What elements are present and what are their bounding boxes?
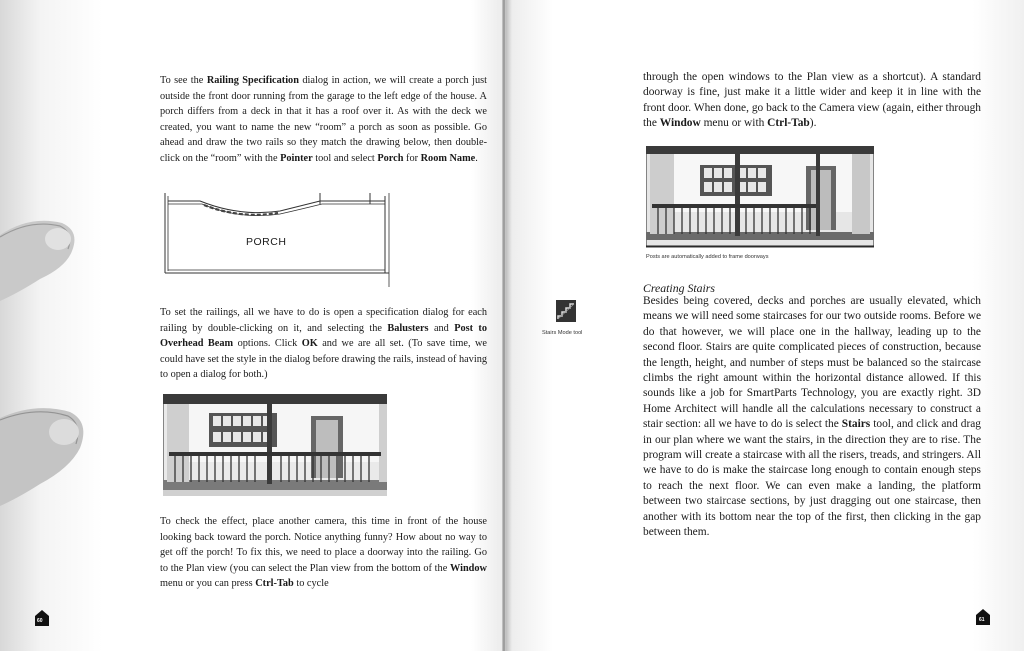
bold-term: Ctrl-Tab: [767, 117, 810, 130]
doorway-figure-caption: Posts are automatically added to frame doorways: [646, 254, 769, 260]
text-run: tool, and click and drag in our plan where we want the stairs, in the direction they are to rise. The program will create a staircase with all the risers, treads, and stringers. All we have to do is make the staircase long enough to contain enough steps to reach the next floor. We can even make a landing, the platform between two staircase sections, by just dragging out one staircase, then another with its bottom near the top of the first, then clicking in the gap between them.: [643, 418, 981, 539]
bold-term: Porch: [377, 152, 404, 164]
book-gutter: [502, 0, 506, 651]
text-run: ).: [809, 117, 817, 130]
text-run: for: [403, 152, 421, 164]
bold-term: OK: [301, 338, 318, 350]
bold-term: Ctrl-Tab: [255, 578, 294, 590]
left-paragraph-3: [160, 514, 487, 592]
text-run: and: [428, 322, 455, 334]
bold-term: Post to Overhead Beam: [160, 322, 488, 350]
section-heading: Creating Stairs: [643, 281, 715, 295]
text-run: and we are all set. (To save time, we could have set the style in the dialog before drawing the rails, instead of having to open a dialog for both.): [160, 338, 487, 381]
text-run: menu or you can press: [160, 578, 256, 590]
porch-label: PORCH: [246, 236, 287, 248]
text-run: through the open windows to the Plan view as a shortcut). A standard doorway is fine, just make it a little wider and keep it in line with the front door. When done, go back to the Camera view (again, either through the: [643, 71, 981, 130]
left-paragraph-2: [160, 305, 487, 383]
stairs-mode-tool-caption: Stairs Mode tool: [542, 330, 583, 336]
left-page-number: 60: [37, 618, 43, 624]
left-paragraph-1: [160, 73, 487, 167]
bold-term: Balusters: [387, 322, 429, 334]
doorway-render-figure: [646, 146, 874, 248]
bold-term: Stairs: [841, 418, 871, 431]
text-run: Besides being covered, decks and porches are usually elevated, which means we will need some staircases for our two outside rooms. Before we do that however, we will place one in the hallway, leading up to the second floor. Stairs are quite complicated pieces of construction, because the length, height, and number of steps must be balanced so the staircase climbs the right amount within the horizontal distance allowed. If this sounds like a job for SmartParts Technology, you are exactly right. 3D Home Architect will handle all the calculations necessary to construct a stair section: all we have to do is select the: [643, 295, 981, 431]
text-run: To see the: [160, 75, 207, 86]
right-page-number: 61: [979, 617, 985, 623]
text-run: dialog in action, we will create a porch just outside the front door running from the garage to the left edge of the house. A porch differs from a deck in that it has a roof over it. As with the deck we created, you want to name the new “room” a porch as soon as possible. Go ahead and draw the two rails so they match the drawing below, then double-click on the “room” with the: [160, 75, 487, 164]
text-run: menu or with: [700, 117, 768, 130]
bold-term: Room Name: [420, 152, 476, 164]
text-run: to cycle: [293, 578, 329, 590]
left-finger-bottom: [0, 402, 90, 512]
right-paragraph-1: [643, 70, 981, 132]
porch-render-figure: [163, 394, 387, 496]
bold-term: Window: [449, 562, 487, 574]
right-paragraph-2: [643, 294, 981, 541]
text-run: To set the railings, all we have to do is open a specification dialog for each railing by double-clicking on it, and selecting the: [160, 307, 487, 334]
text-run: To check the effect, place another camera, this time in front of the house looking back toward the porch. Notice anything funny? How about no way to get off the porch! To fix this, we need to place a doorway into the railing. Go to the Plan view (you can select the Plan view from the bottom of the: [160, 516, 487, 574]
left-finger-top: [0, 215, 80, 305]
bold-term: Pointer: [280, 152, 313, 164]
stairs-mode-tool-icon: [556, 300, 576, 322]
bold-term: Window: [659, 117, 701, 130]
text-run: options. Click: [233, 338, 302, 350]
text-run: .: [475, 152, 478, 164]
bold-term: Railing Specification: [206, 75, 299, 86]
text-run: tool and select: [312, 152, 378, 164]
